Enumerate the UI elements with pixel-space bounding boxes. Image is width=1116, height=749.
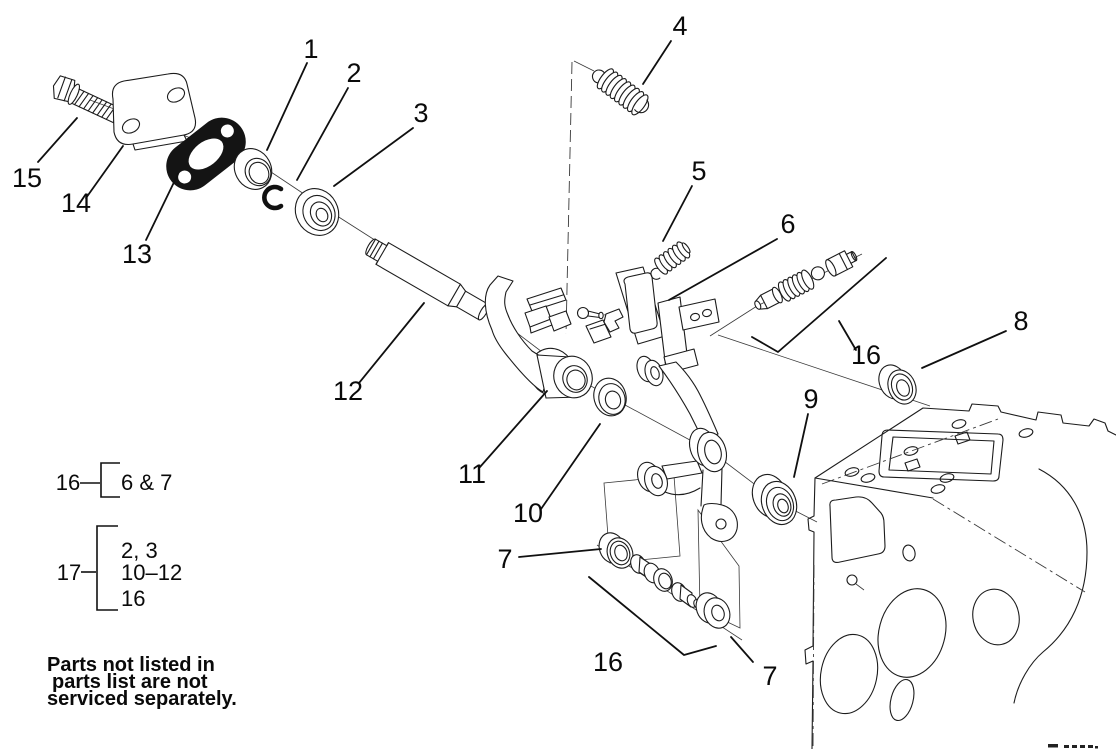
legend-group-17-label: 17	[56, 560, 82, 585]
callout-3: 3	[413, 98, 429, 128]
callout-9: 9	[803, 384, 819, 414]
part-snap-ring-2	[264, 187, 281, 208]
legend-group-17-item-1: 2, 3	[121, 538, 158, 563]
part-spring-5	[644, 239, 693, 282]
callout-2: 2	[346, 58, 362, 88]
callout-12: 12	[332, 376, 364, 406]
service-note-line-3: serviced separately.	[47, 688, 237, 710]
engine-crankcase	[805, 404, 1116, 749]
callout-7-right: 7	[762, 661, 778, 691]
cropped-figure-code-marks	[1048, 744, 1098, 749]
part-washer-10	[590, 375, 631, 420]
part-roller-pin-set-7	[595, 529, 734, 632]
part-governor-spring-group-16	[751, 246, 861, 316]
part-bearing-3	[287, 181, 347, 243]
part-shaft-12	[362, 235, 492, 325]
callout-15: 15	[11, 163, 43, 193]
callout-13: 13	[121, 239, 153, 269]
legend	[56, 463, 182, 611]
callout-1: 1	[303, 34, 319, 64]
callout-8: 8	[1013, 306, 1029, 336]
callout-16-bottom: 16	[592, 647, 624, 677]
service-note-line-1: Parts not listed in	[47, 654, 215, 676]
callout-7-left: 7	[497, 544, 513, 574]
legend-group-17-item-3: 16	[121, 586, 146, 611]
spring-hang-centerline	[566, 62, 572, 334]
callout-14: 14	[60, 188, 92, 218]
part-bearing-9	[747, 470, 803, 530]
part-spring-4	[588, 61, 654, 119]
callout-10: 10	[512, 498, 544, 528]
callout-16-top: 16	[850, 340, 882, 370]
part-governor-fork	[634, 354, 737, 541]
part-cover-plate-14	[112, 73, 195, 150]
service-note	[47, 654, 237, 710]
legend-group-16-item: 6 & 7	[121, 470, 173, 495]
legend-group-17-item-2: 10–12	[121, 560, 183, 585]
callout-4: 4	[672, 11, 688, 41]
callout-6: 6	[780, 209, 796, 239]
callout-11: 11	[457, 459, 487, 489]
legend-group-16-label: 16	[55, 470, 81, 495]
service-note-line-2: parts list are not	[52, 671, 208, 693]
part-governor-arm-11	[485, 276, 598, 403]
callout-5: 5	[691, 156, 707, 186]
